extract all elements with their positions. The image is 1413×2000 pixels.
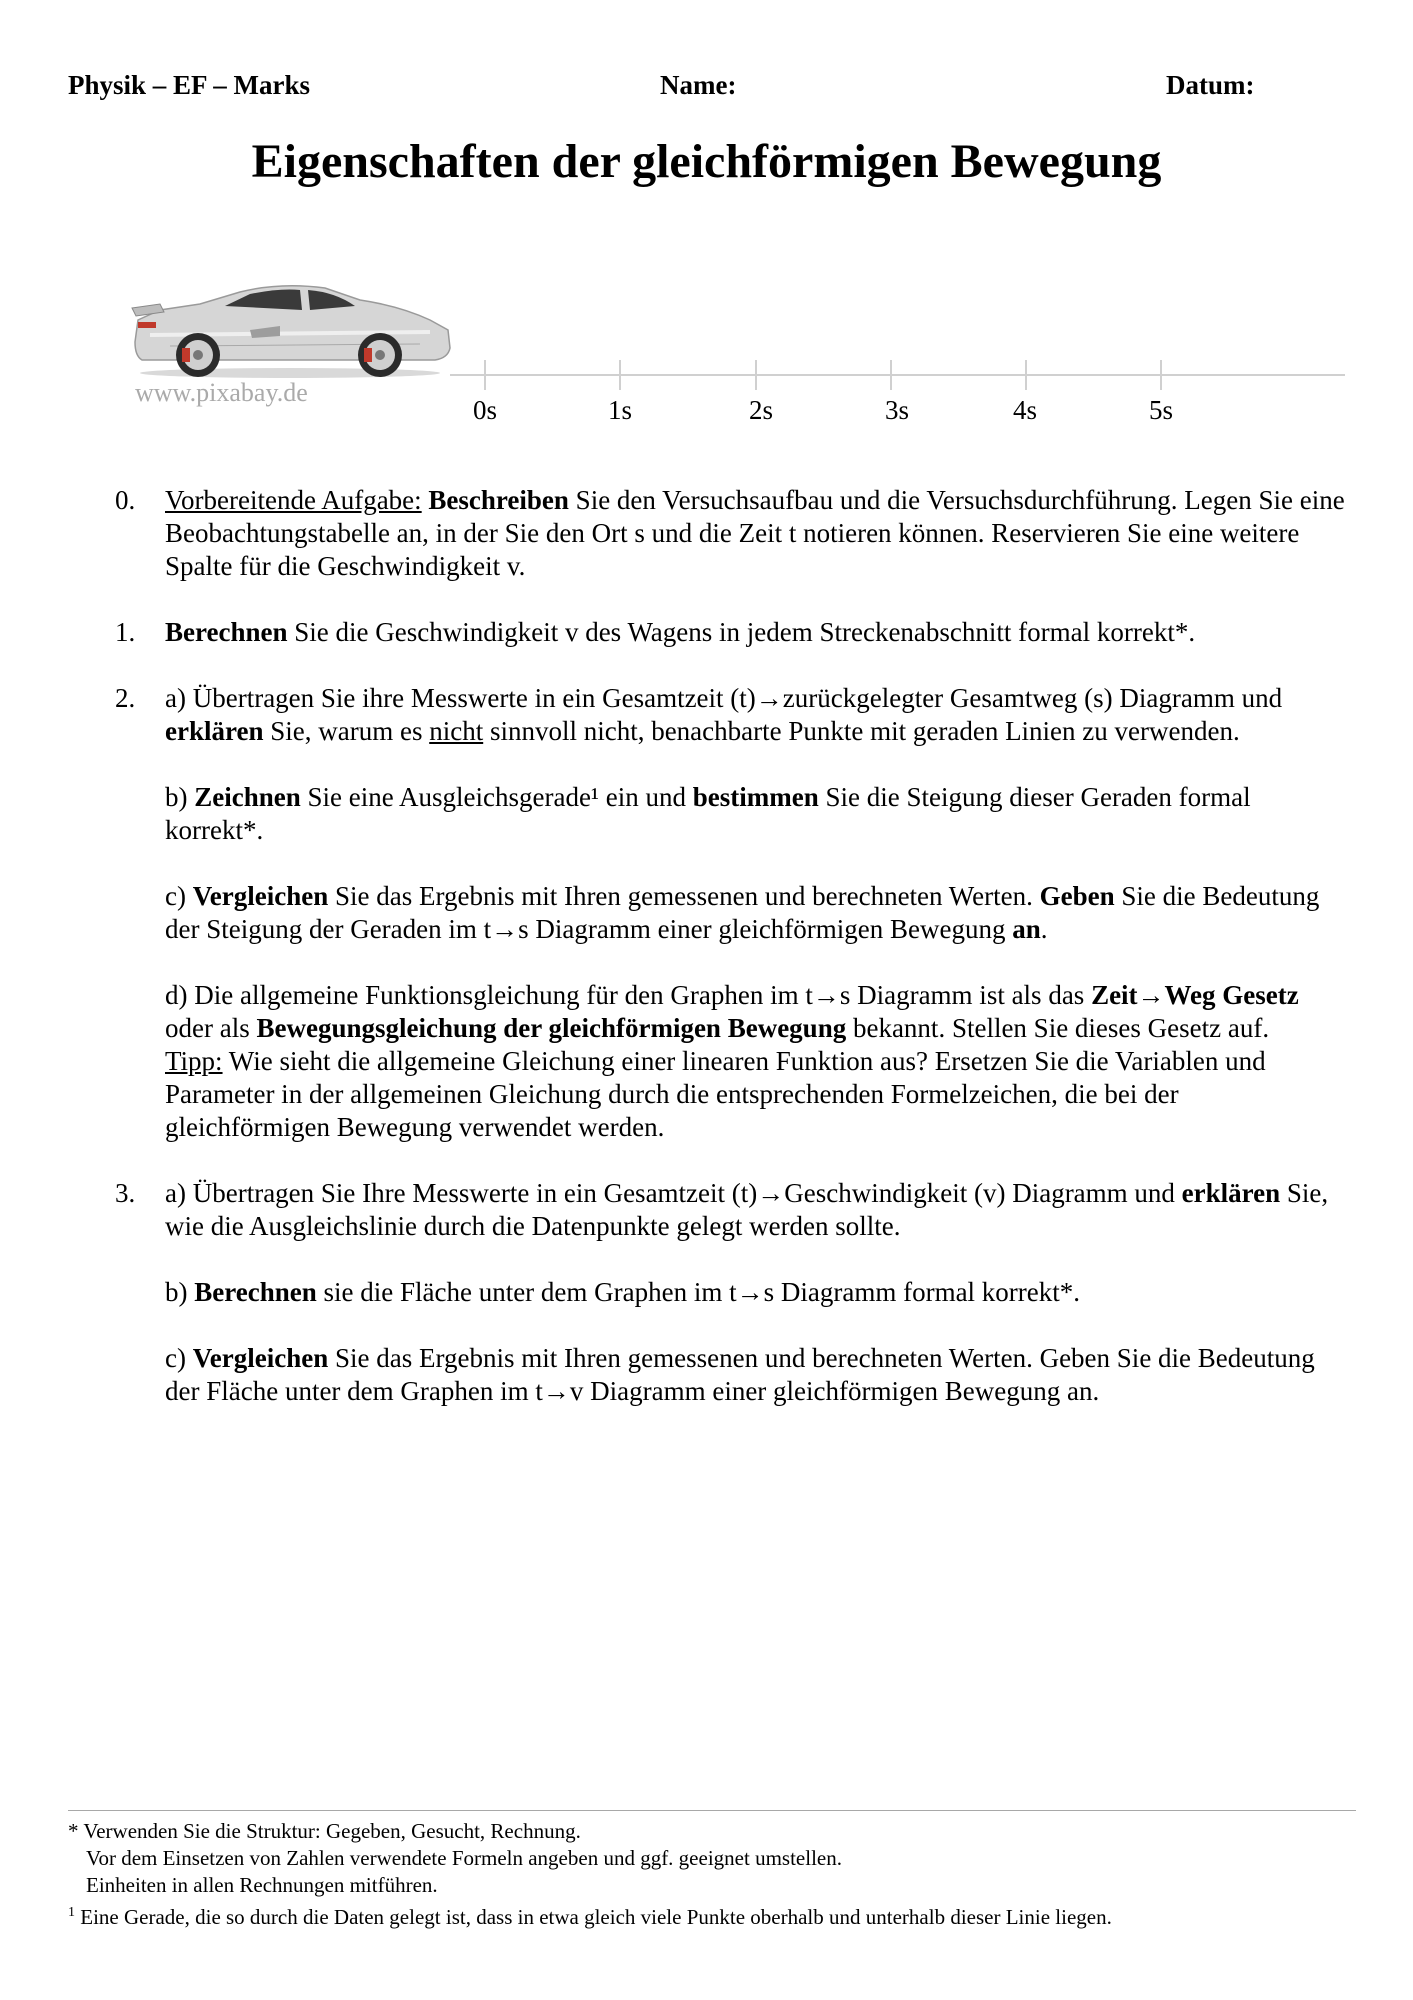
task-prefix: Vorbereitende Aufgabe: [165, 485, 422, 515]
task-3 [105, 1177, 1355, 1408]
course-label: Physik – EF – Marks [68, 70, 311, 100]
task-list [105, 484, 1355, 1408]
page-title: Eigenschaften der gleichförmigen Bewegung [251, 135, 1162, 188]
task-3b: b) Berechnen sie die Fläche unter dem Graphen im t→s Diagramm formal korrekt*. [165, 1277, 1081, 1307]
time-label-2s: 2s [748, 395, 774, 425]
task-text: Berechnen Sie die Geschwindigkeit v des Wagens in jedem Streckenabschnitt formal korrekt*. [165, 617, 1196, 647]
task-2d-tip: Tipp: Wie sieht die allgemeine Gleichung einer linearen Funktion aus? Ersetzen Sie die Variablen und Parameter in der allgemeinen Gleichung durch die entsprechenden Formelzeichen, die bei der gleichförmigen Bewegung verwendet werden. [165, 1046, 1266, 1142]
task-verb: Beschreiben [428, 485, 569, 515]
time-label-3s: 3s [884, 395, 910, 425]
time-label-1s: 1s [607, 395, 633, 425]
footnotes [68, 1818, 1358, 1931]
task-number: 3. [115, 1178, 136, 1208]
footnote-one [68, 1899, 1358, 1931]
task-0 [105, 484, 1355, 583]
footnote-divider [68, 1810, 1356, 1811]
task-2b: b) Zeichnen Sie eine Ausgleichsgerade¹ ein und bestimmen Sie die Steigung dieser Geraden formal korrekt*. [165, 782, 1251, 845]
footnote-star-line-2: Vor dem Einsetzen von Zahlen verwendete Formeln angeben und ggf. geeignet umstellen. [86, 1846, 842, 1870]
footnote-one-text: Eine Gerade, die so durch die Daten gelegt ist, dass in etwa gleich viele Punkte oberhalb und unterhalb dieser Linie liegen. [75, 1905, 1112, 1929]
time-label-4s: 4s [1012, 395, 1038, 425]
task-number: 1. [115, 617, 136, 647]
footnote-star-line-3: Einheiten in allen Rechnungen mitführen. [86, 1873, 438, 1897]
task-3c: c) Vergleichen Sie das Ergebnis mit Ihren gemessenen und berechneten Werten. Geben Sie die Bedeutung der Fläche unter dem Graphen im t→v Diagramm einer gleichförmigen Bewegung an. [165, 1343, 1315, 1406]
task-2a: a) Übertragen Sie ihre Messwerte in ein Gesamtzeit (t)→zurückgelegter Gesamtweg (s) Diagramm und erklären Sie, warum es nicht sinnvoll nicht, benachbarte Punkte mit geraden Linien zu verwenden. [165, 683, 1283, 746]
footnote-marker: 1 [68, 1905, 75, 1920]
date-label: Datum: [1166, 70, 1255, 100]
car-illustration [130, 280, 460, 380]
car-image [130, 280, 460, 380]
time-ruler [450, 355, 1345, 395]
task-verb: Berechnen [165, 617, 288, 647]
time-label-5s: 5s [1148, 395, 1174, 425]
task-2c: c) Vergleichen Sie das Ergebnis mit Ihren gemessenen und berechneten Werten. Geben Sie die Bedeutung der Steigung der Geraden im t→s Diagramm einer gleichförmigen Bewegung an. [165, 881, 1320, 944]
task-text: Vorbereitende Aufgabe: Beschreiben Sie den Versuchsaufbau und die Versuchsdurchführung. Legen Sie eine Beobachtungstabelle an, in der Sie den Ort s und die Zeit t notieren können. Reservieren Sie eine weitere Spalte für die Geschwindigkeit v. [165, 485, 1345, 581]
task-number: 0. [115, 485, 136, 515]
task-2 [105, 682, 1355, 1144]
time-label-0s: 0s [472, 395, 498, 425]
task-3a: a) Übertragen Sie Ihre Messwerte in ein Gesamtzeit (t)→Geschwindigkeit (v) Diagramm und erklären Sie, wie die Ausgleichslinie durch die Datenpunkte gelegt werden sollte. [165, 1178, 1329, 1241]
name-label: Name: [660, 70, 737, 100]
task-number: 2. [115, 683, 136, 713]
image-credit: www.pixabay.de [135, 378, 308, 407]
task-1 [105, 616, 1355, 649]
footnote-star-line-1: * Verwenden Sie die Struktur: Gegeben, Gesucht, Rechnung. [68, 1819, 581, 1843]
task-2d: d) Die allgemeine Funktionsgleichung für den Graphen im t→s Diagramm ist als das Zeit→Weg Gesetz oder als Bewegungsgleichung der gleichförmigen Bewegung bekannt. Stellen Sie dieses Gesetz auf. [165, 980, 1299, 1043]
